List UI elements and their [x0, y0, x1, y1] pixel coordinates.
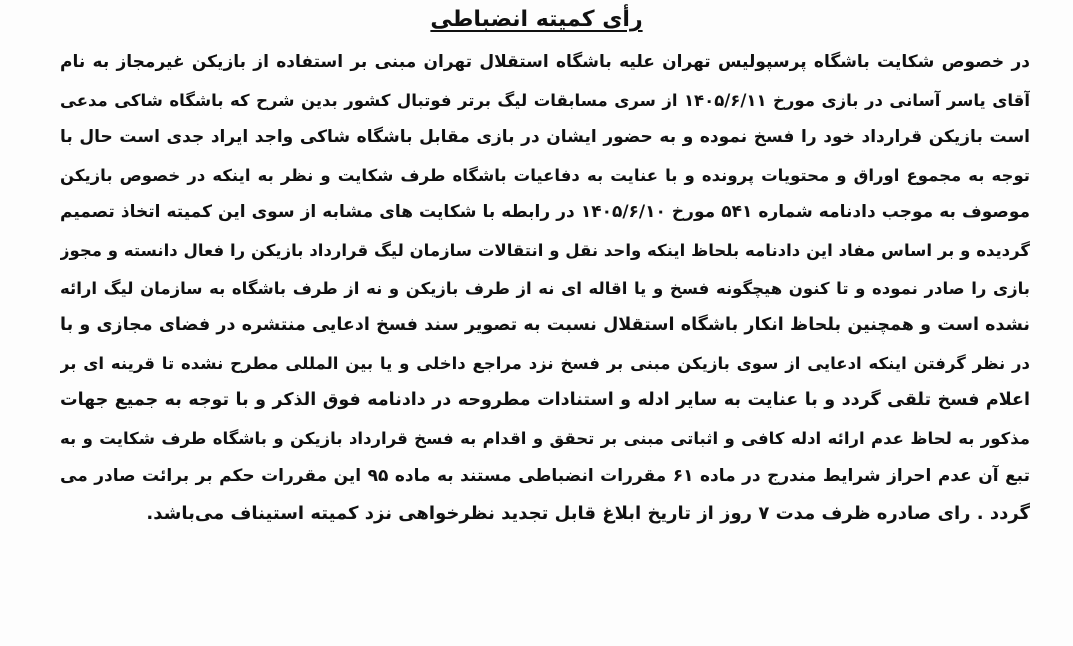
body-line-11: مذکور به لحاظ عدم ارائه ادله کافی و اثباتی مبنی بر تحقق و اقدام به فسخ قرارداد بازیکن و باشگاه طرف شکایت و به: [60, 428, 1030, 448]
document-title-wrapper: [0, 6, 1073, 34]
body-line-4: توجه به مجموع اوراق و محتویات پرونده و با عنایت به دفاعیات باشگاه طرف شکایت و نظر به اینکه در خصوص بازیکن: [60, 165, 1030, 185]
body-line-13: گردد . رای صادره ظرف مدت ۷ روز از تاریخ ابلاغ قابل تجدید نظرخواهی نزد کمیته استیناف می‌باشد.: [146, 503, 1030, 525]
document-title: رأی کمیته انضباطی: [430, 7, 643, 32]
body-line-2: آقای یاسر آسانی در بازی مورخ ۱۴۰۵/۶/۱۱ از سری مسابقات لیگ برتر فوتبال کشور بدین شرح که باشگاه شاکی مدعی: [60, 90, 1030, 110]
body-line-10: اعلام فسخ تلقی گردد و با عنایت به سایر ادله و استنادات مطروحه در دادنامه فوق الذکر و با توجه به جمیع جهات: [60, 390, 1030, 411]
body-line-9: در نظر گرفتن اینکه ادعایی از سوی بازیکن مبنی بر فسخ نزد مراجع داخلی و یا بین المللی مطرح نشده تا قرینه ای بر: [60, 353, 1030, 373]
document-body: [60, 44, 1030, 533]
body-line-5: موصوف به موجب دادنامه شماره ۵۴۱ مورخ ۱۴۰۵/۶/۱۰ در رابطه با شکایت های مشابه از سوی این کمیته اتخاذ تصمیم: [60, 202, 1030, 223]
body-line-6: گردیده و بر اساس مفاد این دادنامه بلحاظ اینکه واحد نقل و انتقالات سازمان لیگ قرارداد بازیکن را فعال دانسته و مجوز: [60, 240, 1030, 260]
body-line-7: بازی را صادر نموده و تا کنون هیچگونه فسخ و یا اقاله ای نه از طرف بازیکن و نه از طرف باشگاه به سازمان لیگ ارائه: [60, 278, 1030, 298]
body-line-12: تبع آن عدم احراز شرایط مندرج در ماده ۶۱ مقررات انضباطی مستند به ماده ۹۵ این مقررات حکم بر برائت صادر می: [60, 465, 1030, 486]
body-line-1: در خصوص شکایت باشگاه پرسپولیس تهران علیه باشگاه استقلال تهران مبنی بر استفاده از بازیکن غیرمجاز به نام: [60, 52, 1030, 72]
body-line-3: است بازیکن قرارداد خود را فسخ نموده و به حضور ایشان در بازی مقابل باشگاه شاکی واجد ایراد جدی است حال با: [60, 127, 1030, 148]
body-line-8: نشده است و همچنین بلحاظ انکار باشگاه استقلال نسبت به تصویر سند فسخ ادعایی منتشره در فضای مجازی و با: [60, 315, 1030, 336]
